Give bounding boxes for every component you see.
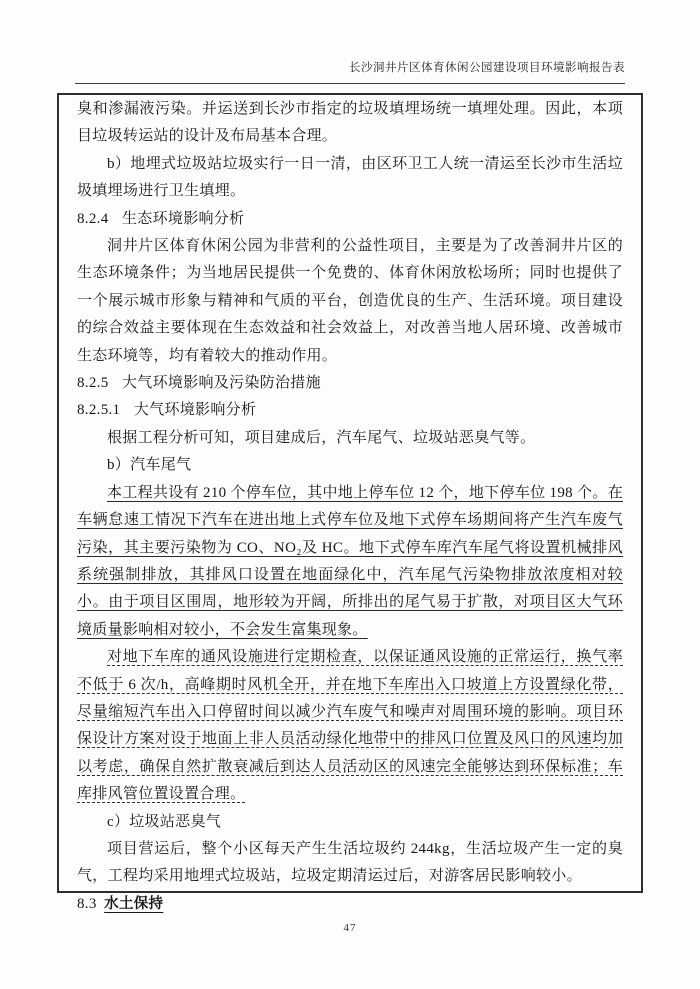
section-number: 8.3 [77, 895, 97, 912]
running-header [75, 59, 625, 75]
section-number: 8.2.5 [77, 375, 109, 392]
section-title: 大气环境影响及污染防治措施 [122, 375, 321, 392]
paragraph-ecological-impact: 洞井片区体育休闲公园为非营利的公益性项目，主要是为了改善洞井片区的生态环境条件；为当地居民提供一个免费的、体育休闲放松场所；同时也提供了一个展示城市形象与精神和气质的平台，创造优良的生产、生活环境。项目建设的综合效益主要体现在生态效益和社会效益上，对改善当地人居环境、改善城市生态环境等，均有着较大的推动作用。 [77, 238, 623, 364]
section-heading-8-2-4 [77, 206, 623, 233]
subsection-label-trash-odor: c）垃圾站恶臭气 [107, 813, 222, 830]
header-divider [75, 83, 625, 84]
section-heading-8-2-5-1 [77, 397, 623, 424]
header-title: 长沙洞井片区体育休闲公园建设项目环境影响报告表 [349, 62, 625, 74]
paragraph-analysis-intro: 根据工程分析可知，项目建成后，汽车尾气、垃圾站恶臭气等。 [107, 429, 536, 446]
paragraph-parking-exhaust: 本工程共设有 210 个停车位，其中地上停车位 12 个，地下停车位 198 个。在车辆怠速工情况下汽车在进出地上式停车位及地下式停车场期间将产生汽车废气污染，其主要污染物为 CO、NO₂及 HC。地下式停车库汽车尾气将设置机械排风系统强制排放，其排风口设置在地面绿化中，汽车尾气污染物排放浓度相对较小。由于项目区围周，地形较为开阔，所排出的尾气易于扩散，对项目区大气环境质量影响相对较小，不会发生富集现象。 [77, 484, 623, 638]
page-number: 47 [343, 922, 357, 934]
paragraph-ventilation-measures: 对地下车库的通风设施进行定期检查，以保证通风设施的正常运行，换气率不低于 6 次/h，高峰期时风机全开，并在地下车库出入口坡道上方设置绿化带，尽量缩短汽车出入口停留时间以减少汽车废气和噪声对周围环境的影响。项目环保设计方案对设于地面上非人员活动绿化地带中的排风口位置及风口的风速均加以考虑，确保自然扩散衰减后到达人员活动区的风速完全能够达到环保标准；车库排风管位置设置合理。 [77, 649, 623, 803]
section-number: 8.2.4 [77, 210, 109, 227]
section-heading-8-2-5 [77, 370, 623, 397]
section-title: 水土保持 [104, 895, 164, 912]
paragraph-waste-transfer-continuation: 臭和渗漏液污染。并运送到长沙市指定的垃圾填埋场统一填埋处理。因此，本项目垃圾转运站的设计及布局基本合理。 [77, 101, 623, 145]
subsection-label-vehicle-exhaust: b）汽车尾气 [107, 457, 192, 474]
paragraph-trash-odor-impact: 项目营运后，整个小区每天产生生活垃圾约 244kg，生活垃圾产生一定的臭气，工程均采用地埋式垃圾站，垃圾定期清运过后，对游客居民影响较小。 [77, 840, 623, 885]
paragraph-buried-trash-station: b）地埋式垃圾站垃圾实行一日一清，由区环卫工人统一清运至长沙市生活垃圾填埋场进行卫生填埋。 [77, 155, 623, 200]
section-heading-8-3 [77, 891, 623, 918]
section-title: 生态环境影响分析 [122, 210, 245, 227]
section-title: 大气环境影响分析 [133, 402, 257, 419]
section-number: 8.2.5.1 [77, 402, 121, 419]
content-box [57, 93, 643, 912]
